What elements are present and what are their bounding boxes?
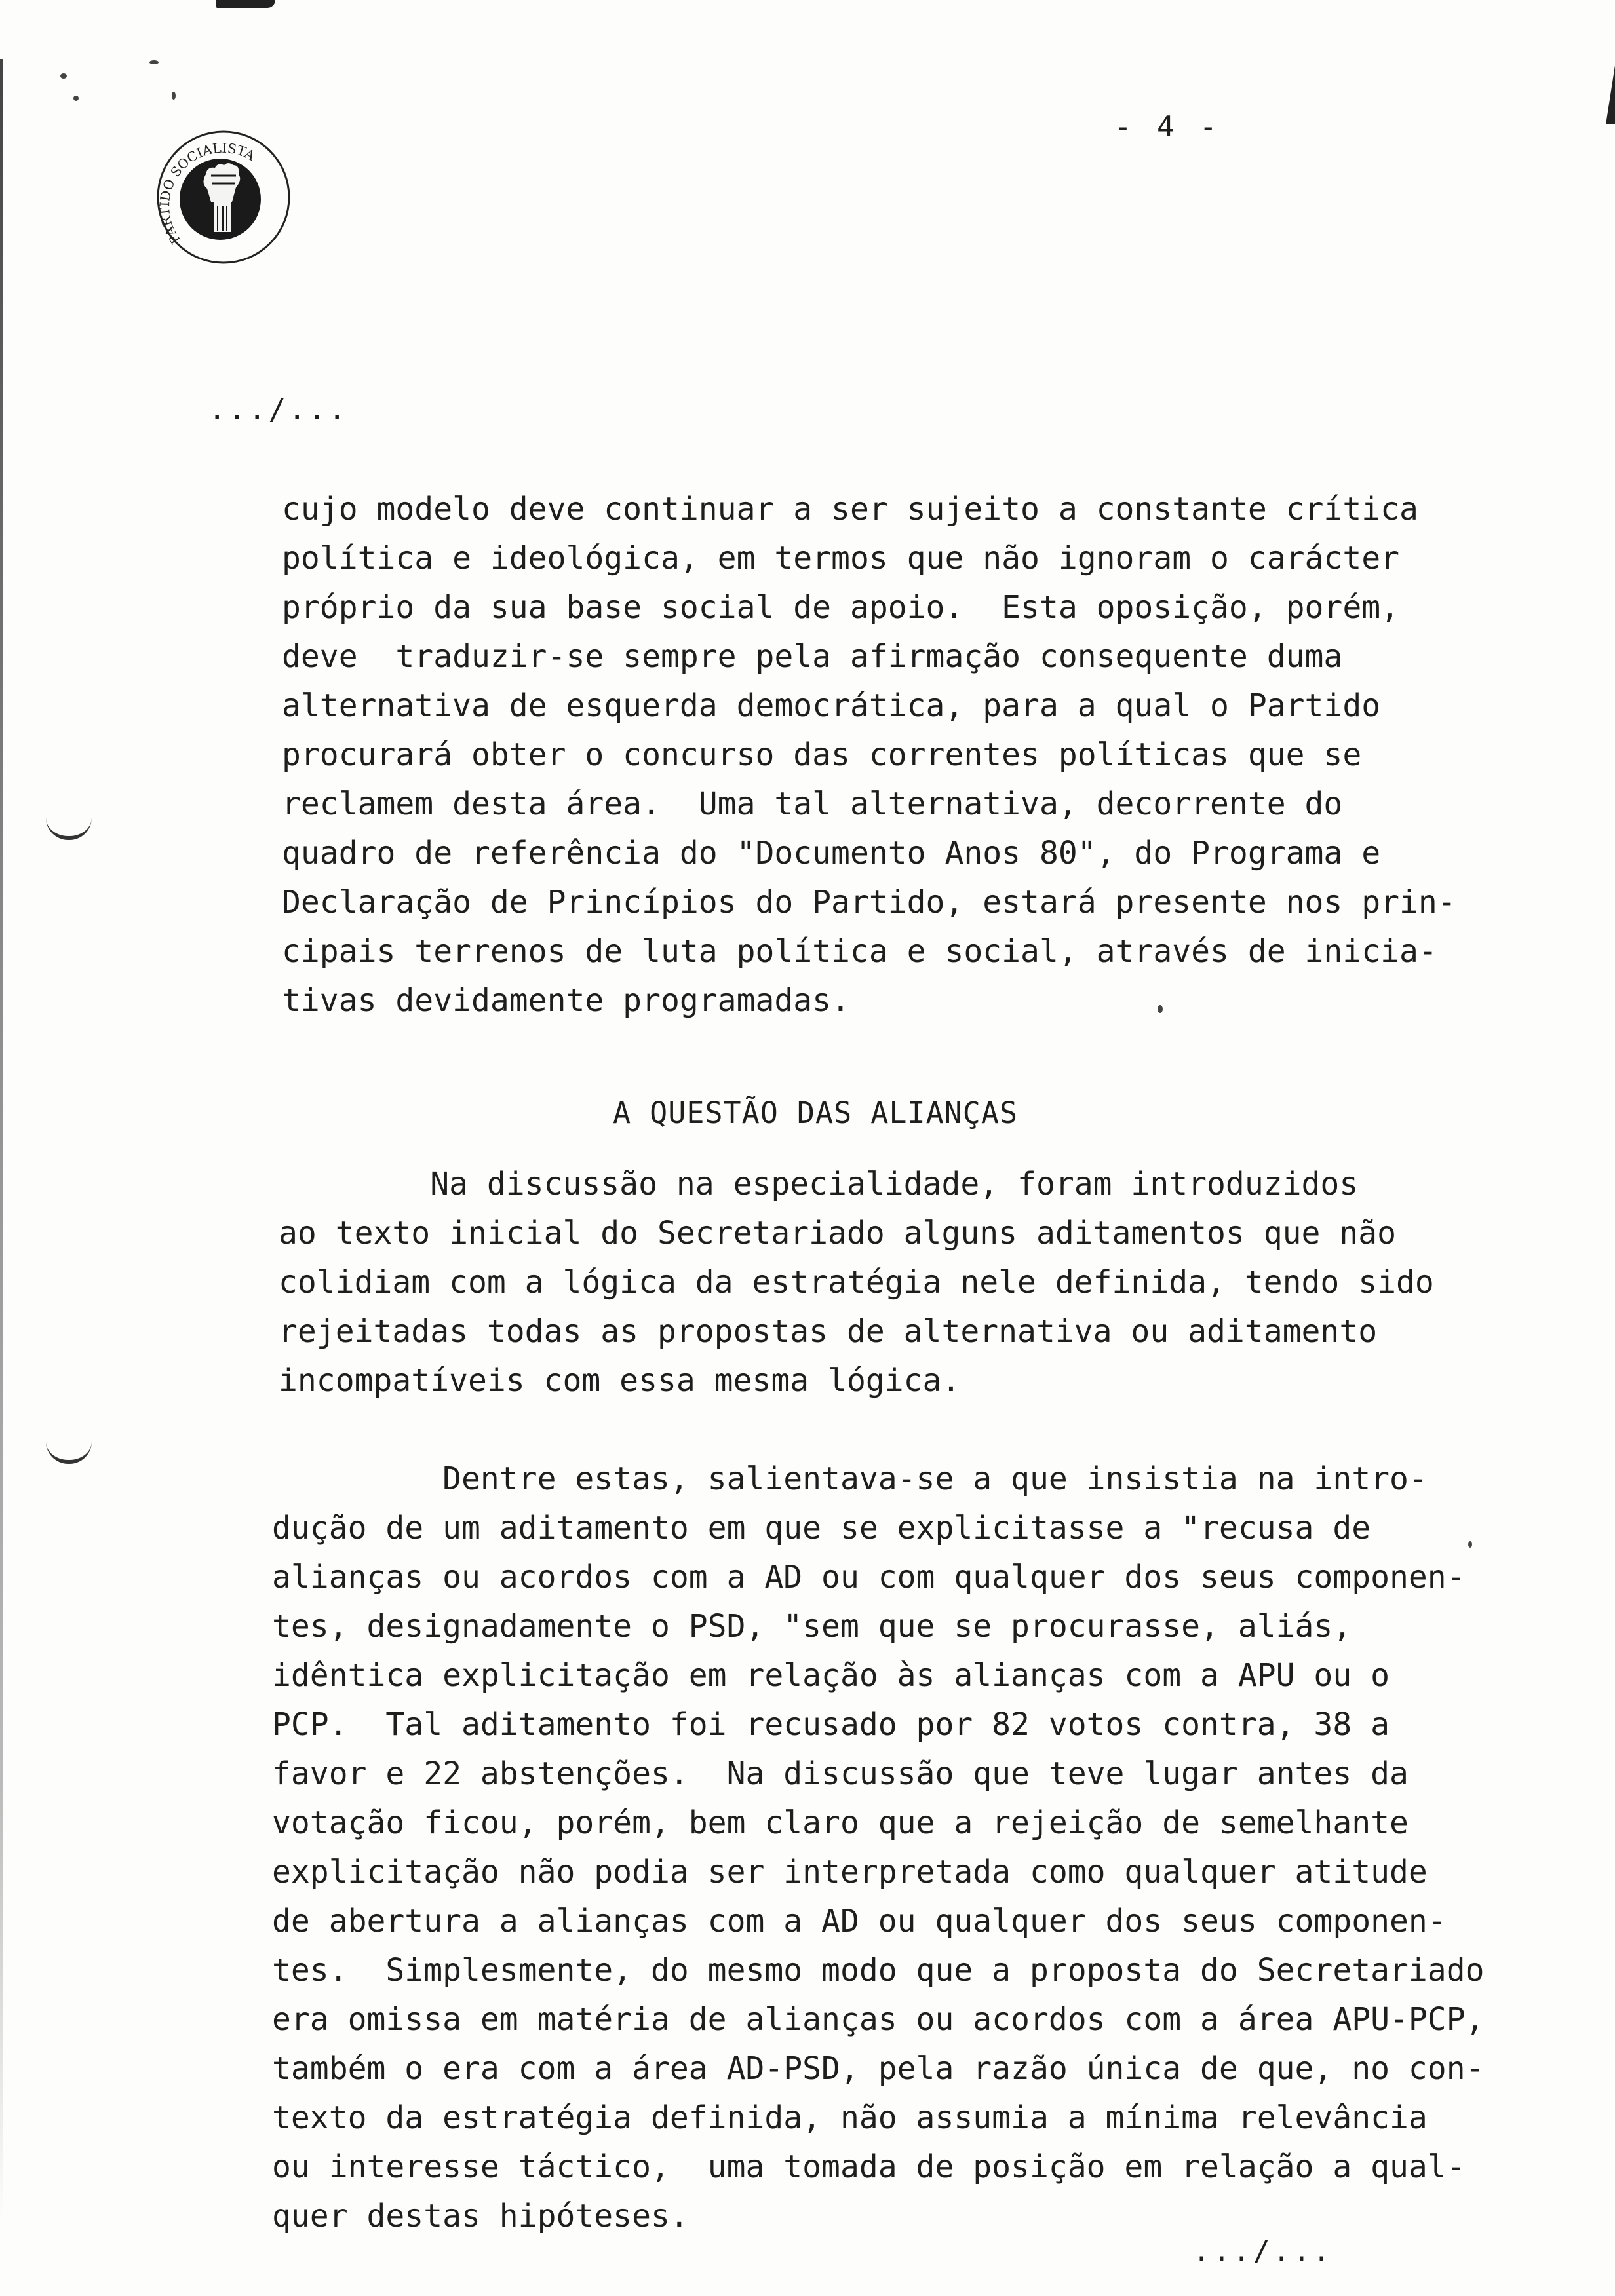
paragraph-1 (282, 485, 1514, 1025)
text-line: favor e 22 abstenções. Na discussão que teve lugar antes da (272, 1755, 1409, 1792)
text-line: cujo modelo deve continuar a ser sujeito a constante crítica (282, 491, 1418, 527)
text-line: Dentre estas, salientava-se a que insistia na intro- (272, 1461, 1428, 1497)
text-line: incompatíveis com essa mesma lógica. (279, 1362, 961, 1399)
text-line: dução de um aditamento em que se explicitasse a "recusa de (272, 1510, 1371, 1546)
section-heading: A QUESTÃO DAS ALIANÇAS (613, 1096, 1019, 1130)
scan-corner-mark (216, 0, 275, 8)
text-line: ou interesse táctico, uma tomada de posição em relação a qual- (272, 2149, 1466, 2185)
text-line: alianças ou acordos com a AD ou com qualquer dos seus componen- (272, 1559, 1466, 1596)
continuation-marker-top: .../... (208, 393, 349, 427)
party-logo-seal (155, 128, 292, 266)
text-line: alternativa de esquerda democrática, para a qual o Partido (282, 687, 1381, 724)
punch-hole-mark (46, 1442, 92, 1464)
text-line: votação ficou, porém, bem claro que a rejeição de semelhante (272, 1805, 1409, 1841)
paragraph-2 (279, 1160, 1524, 1406)
text-line: idêntica explicitação em relação às alianças com a APU ou o (272, 1657, 1390, 1694)
text-line: Declaração de Princípios do Partido, estará presente nos prin- (282, 884, 1456, 921)
text-line: Na discussão na especialidade, foram introduzidos (279, 1166, 1359, 1202)
text-line: reclamem desta área. Uma tal alternativa, decorrente do (282, 786, 1343, 822)
text-line: política e ideológica, em termos que não ignoram o carácter (282, 540, 1400, 577)
scan-speck (149, 60, 159, 64)
scan-corner-mark-right (1606, 66, 1615, 124)
text-line: próprio da sua base social de apoio. Esta oposição, porém, (282, 589, 1400, 626)
scan-speck (73, 96, 79, 101)
text-line: era omissa em matéria de alianças ou acordos com a área APU-PCP, (272, 2001, 1485, 2038)
scan-speck (172, 92, 176, 100)
text-line: ao texto inicial do Secretariado alguns aditamentos que não (279, 1215, 1397, 1252)
punch-hole-mark (46, 818, 92, 840)
text-line: procurará obter o concurso das correntes políticas que se (282, 737, 1362, 773)
text-line: tes. Simplesmente, do mesmo modo que a proposta do Secretariado (272, 1952, 1485, 1989)
text-line: cipais terrenos de luta política e social, através de inicia- (282, 933, 1437, 970)
text-line: deve traduzir-se sempre pela afirmação consequente duma (282, 638, 1343, 675)
text-line: texto da estratégia definida, não assumia a mínima relevância (272, 2099, 1428, 2136)
text-line: tes, designadamente o PSD, "sem que se procurasse, aliás, (272, 1608, 1352, 1645)
text-line: quadro de referência do "Documento Anos 80", do Programa e (282, 835, 1381, 871)
logo-text: PARTIDO SOCIALISTA (156, 140, 258, 247)
scan-edge-left (0, 59, 3, 2221)
text-line: de abertura a alianças com a AD ou qualquer dos seus componen- (272, 1903, 1447, 1940)
continuation-marker-bottom: .../... (1193, 2234, 1333, 2268)
text-line: PCP. Tal aditamento foi recusado por 82 votos contra, 38 a (272, 1706, 1390, 1743)
text-line: colidiam com a lógica da estratégia nele definida, tendo sido (279, 1264, 1434, 1301)
text-line: quer destas hipóteses. (272, 2198, 689, 2234)
scan-speck (60, 73, 67, 79)
text-line: rejeitadas todas as propostas de alternativa ou aditamento (279, 1313, 1378, 1350)
page-number: - 4 - (1114, 110, 1221, 144)
text-line: explicitação não podia ser interpretada como qualquer atitude (272, 1854, 1428, 1890)
text-line: tivas devidamente programadas. (282, 982, 850, 1019)
text-line: também o era com a área AD-PSD, pela razão única de que, no con- (272, 2050, 1485, 2087)
paragraph-3 (272, 1455, 1530, 2241)
